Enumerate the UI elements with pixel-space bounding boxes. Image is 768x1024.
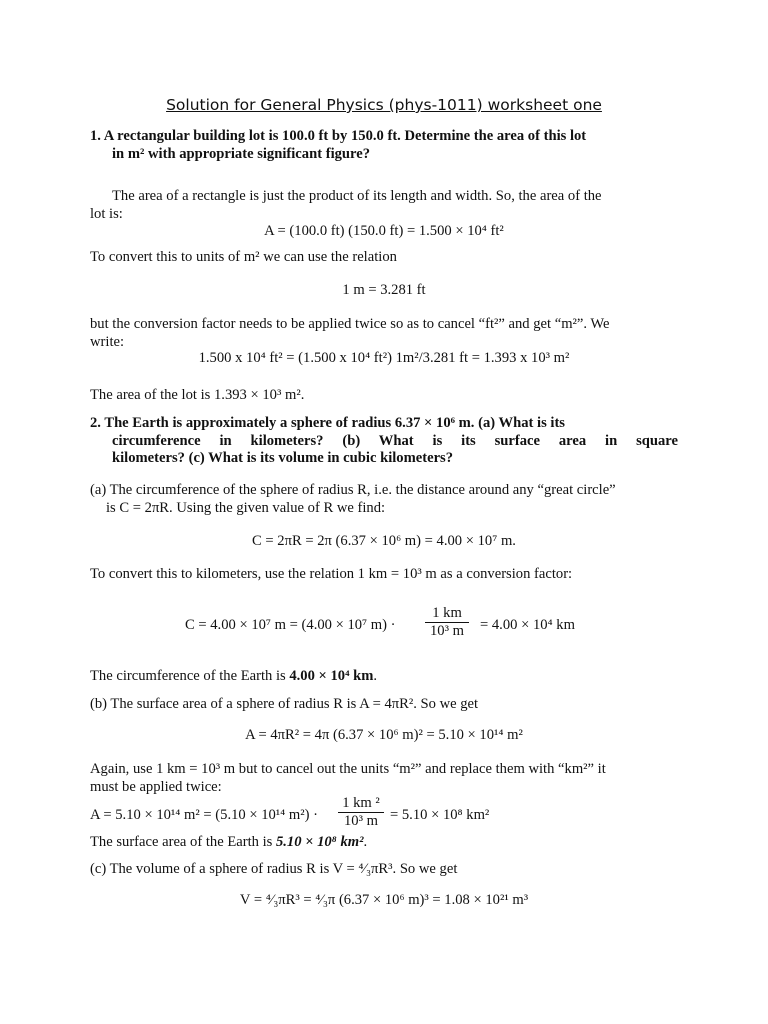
fraction-denominator: 10³ m — [425, 622, 469, 640]
conversion-factor-line-1: but the conversion factor needs to be applied twice so as to cancel “ft²” and get “m²”. We — [90, 316, 610, 332]
area-equation: A = (100.0 ft) (150.0 ft) = 1.500 × 10⁴ ft² — [264, 223, 504, 239]
conversion-factor-line-2: write: — [90, 334, 125, 350]
answer-1-intro-line-1: The area of a rectangle is just the product of its length and width. So, the area of the — [112, 188, 602, 204]
circumference-result-value: 4.00 × 10⁴ km — [289, 668, 374, 684]
part-c-line: (c) The volume of a sphere of radius R is V = ⁴⁄₃πR³. So we get — [90, 861, 458, 877]
surface-area-result-text: The surface area of the Earth is — [90, 834, 276, 850]
km-conversion-fraction — [425, 605, 469, 640]
again-text-line-1: Again, use 1 km = 10³ m but to cancel out the units “m²” and replace them with “km²” it — [90, 761, 606, 777]
km2-equation-left: A = 5.10 × 10¹⁴ m² = (5.10 × 10¹⁴ m²) · — [90, 807, 319, 823]
km2-equation-right: = 5.10 × 10⁸ km² — [390, 807, 490, 823]
conversion-equation: 1.500 x 10⁴ ft² = (1.500 x 10⁴ ft²) 1m²/3.281 ft = 1.393 x 10³ m² — [198, 350, 570, 366]
question-2-line-2: circumference in kilometers? (b) What is its surface area in square — [112, 433, 678, 449]
question-2-line-1: 2. The Earth is approximately a sphere of radius 6.37 × 10⁶ m. (a) What is its — [90, 415, 565, 431]
question-1-line-1: 1. A rectangular building lot is 100.0 ft by 150.0 ft. Determine the area of this lot — [90, 128, 587, 144]
km-equation-left: C = 4.00 × 10⁷ m = (4.00 × 10⁷ m) · — [185, 617, 396, 633]
fraction-numerator: 1 km — [432, 605, 462, 621]
meter-feet-relation: 1 m = 3.281 ft — [342, 282, 426, 298]
part-b-line: (b) The surface area of a sphere of radius R is A = 4πR². So we get — [90, 696, 479, 712]
surface-area-result: The surface area of the Earth is 5.10 × 10⁸ km². — [90, 834, 368, 850]
surface-area-equation: A = 4πR² = 4π (6.37 × 10⁶ m)² = 5.10 × 10¹⁴ m² — [245, 727, 523, 743]
question-2-line-3: kilometers? (c) What is its volume in cubic kilometers? — [112, 450, 454, 466]
page-title: Solution for General Physics (phys-1011) worksheet one — [166, 96, 602, 114]
fraction-denominator: 10³ m — [338, 812, 384, 830]
lot-area-result: The area of the lot is 1.393 × 10³ m². — [90, 387, 305, 403]
km2-conversion-fraction — [338, 795, 384, 830]
part-a-line-1: (a) The circumference of the sphere of radius R, i.e. the distance around any “great circle” — [90, 482, 616, 498]
convert-units-text: To convert this to units of m² we can use the relation — [90, 249, 397, 265]
volume-equation: V = ⁴⁄₃πR³ = ⁴⁄₃π (6.37 × 10⁶ m)³ = 1.08 × 10²¹ m³ — [239, 892, 529, 908]
question-1-line-2: in m² with appropriate significant figure? — [112, 146, 371, 162]
circumference-result-text: The circumference of the Earth is — [90, 668, 290, 684]
again-text-line-2: must be applied twice: — [90, 779, 222, 795]
fraction-numerator: 1 km ² — [342, 795, 380, 811]
part-a-line-2: is C = 2πR. Using the given value of R we find: — [106, 500, 386, 516]
surface-area-result-value: 5.10 × 10⁸ km² — [275, 834, 364, 850]
circumference-equation: C = 2πR = 2π (6.37 × 10⁶ m) = 4.00 × 10⁷ m. — [252, 533, 516, 549]
kilometer-conversion-text: To convert this to kilometers, use the relation 1 km = 10³ m as a conversion factor: — [90, 566, 573, 582]
answer-1-intro-line-2: lot is: — [90, 206, 123, 222]
km-equation-right: = 4.00 × 10⁴ km — [480, 617, 575, 633]
circumference-result: The circumference of the Earth is 4.00 × 10⁴ km. — [90, 668, 378, 684]
